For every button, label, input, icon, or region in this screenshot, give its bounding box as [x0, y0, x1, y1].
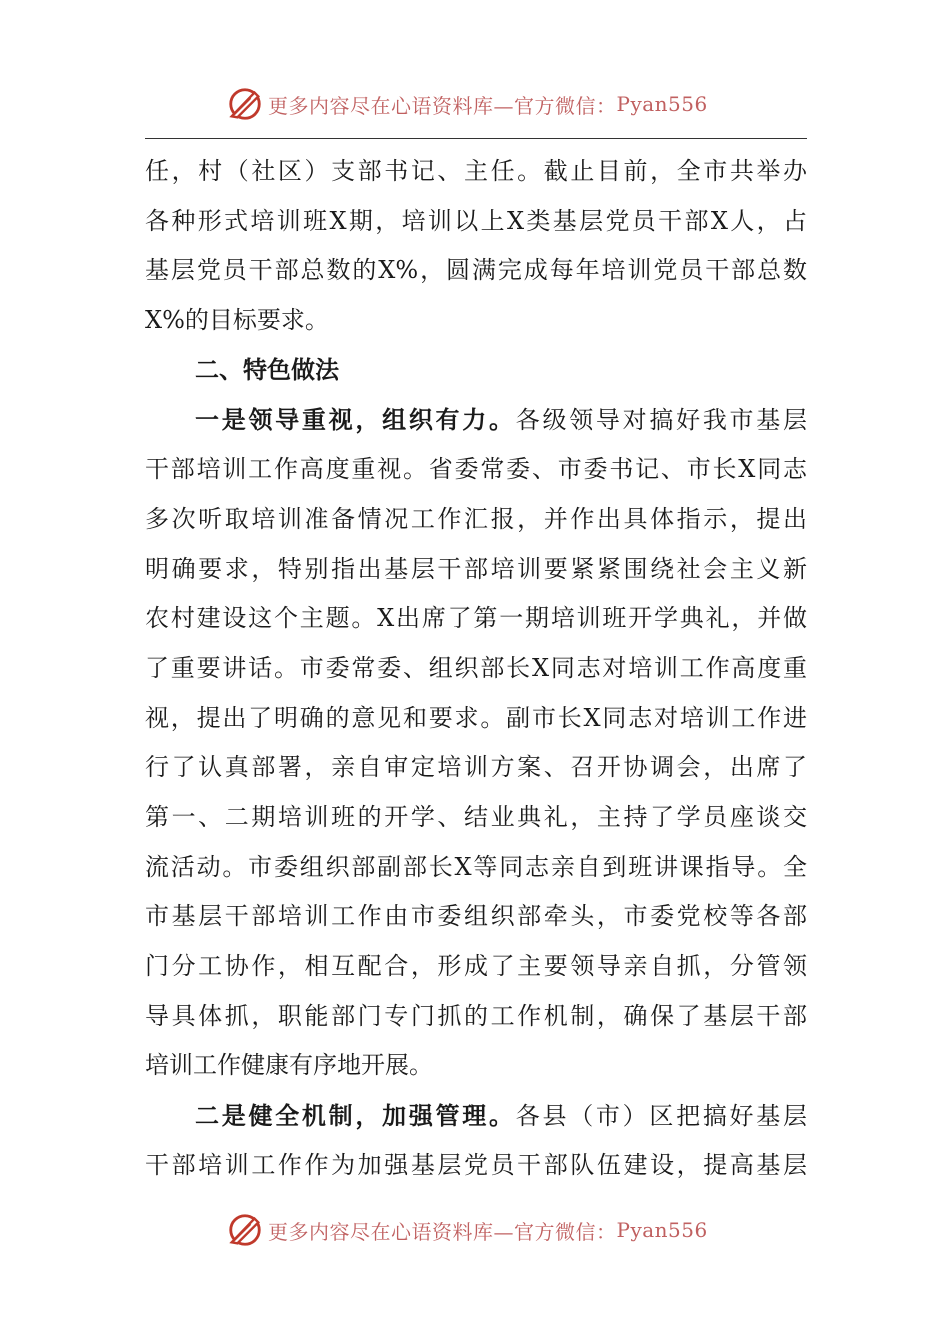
- paragraph-first-line: [145, 395, 807, 445]
- text-line: 视，提出了明确的意见和要求。副市长X同志对培训工作进: [145, 703, 807, 732]
- text-span: 各级领导对搞好我市基层: [515, 406, 808, 435]
- text-line: 导具体抓，职能部门专门抓的工作机制，确保了基层干部: [145, 1001, 807, 1030]
- watermark-text: 更多内容尽在心语资料库—官方微信：: [268, 93, 617, 118]
- document-body: [145, 147, 807, 1190]
- paragraph-lead: 二是健全机制，加强管理。: [195, 1101, 516, 1131]
- header-divider: [145, 138, 807, 139]
- text-line: 流活动。市委组织部副部长X等同志亲自到班讲课指导。全: [145, 852, 807, 881]
- text-line: 行了认真部署，亲自审定培训方案、召开协调会，出席了: [145, 753, 807, 782]
- text-line: 明确要求，特别指出基层干部培训要紧紧围绕社会主义新: [145, 554, 807, 583]
- paragraph-first-line: [145, 1091, 807, 1141]
- text-line: 农村建设这个主题。X出席了第一期培训班开学典礼，并做: [145, 604, 807, 633]
- text-line: 市基层干部培训工作由市委组织部牵头，市委党校等各部: [145, 902, 807, 931]
- text-line: 了重要讲话。市委常委、组织部长X同志对培训工作高度重: [145, 653, 807, 682]
- text-line: 干部培训工作高度重视。省委常委、市委书记、市长X同志: [145, 455, 807, 484]
- quill-pen-logo-icon: [226, 1211, 264, 1249]
- text-line: 任，村（社区）支部书记、主任。截止目前，全市共举办: [145, 157, 807, 185]
- paragraph-lead: 一是领导重视，组织有力。: [195, 405, 516, 435]
- header-watermark: [226, 84, 708, 124]
- text-line: 门分工协作，相互配合，形成了主要领导亲自抓，分管领: [145, 952, 807, 980]
- quill-pen-logo-icon: [226, 85, 264, 123]
- text-line: 培训工作健康有序地开展。: [145, 1051, 433, 1080]
- text-line: 基层党员干部总数的X%，圆满完成每年培训党员干部总数: [145, 256, 807, 285]
- text-line: 第一、二期培训班的开学、结业典礼，主持了学员座谈交: [145, 802, 807, 831]
- footer-watermark: [226, 1210, 708, 1250]
- text-line: 各种形式培训班X期，培训以上X类基层党员干部X人，占: [145, 206, 807, 235]
- text-line: X%的目标要求。: [145, 306, 329, 335]
- wechat-id: Pyan556: [616, 1218, 708, 1242]
- wechat-id: Pyan556: [616, 92, 708, 116]
- text-span: 各县（市）区把搞好基层: [515, 1102, 808, 1131]
- section-heading: 二、特色做法: [195, 355, 339, 384]
- text-line: 干部培训工作作为加强基层党员干部队伍建设，提高基层: [145, 1150, 807, 1179]
- text-line: 多次听取培训准备情况工作汇报，并作出具体指示，提出: [145, 504, 807, 533]
- watermark-text: 更多内容尽在心语资料库—官方微信：: [268, 1219, 617, 1244]
